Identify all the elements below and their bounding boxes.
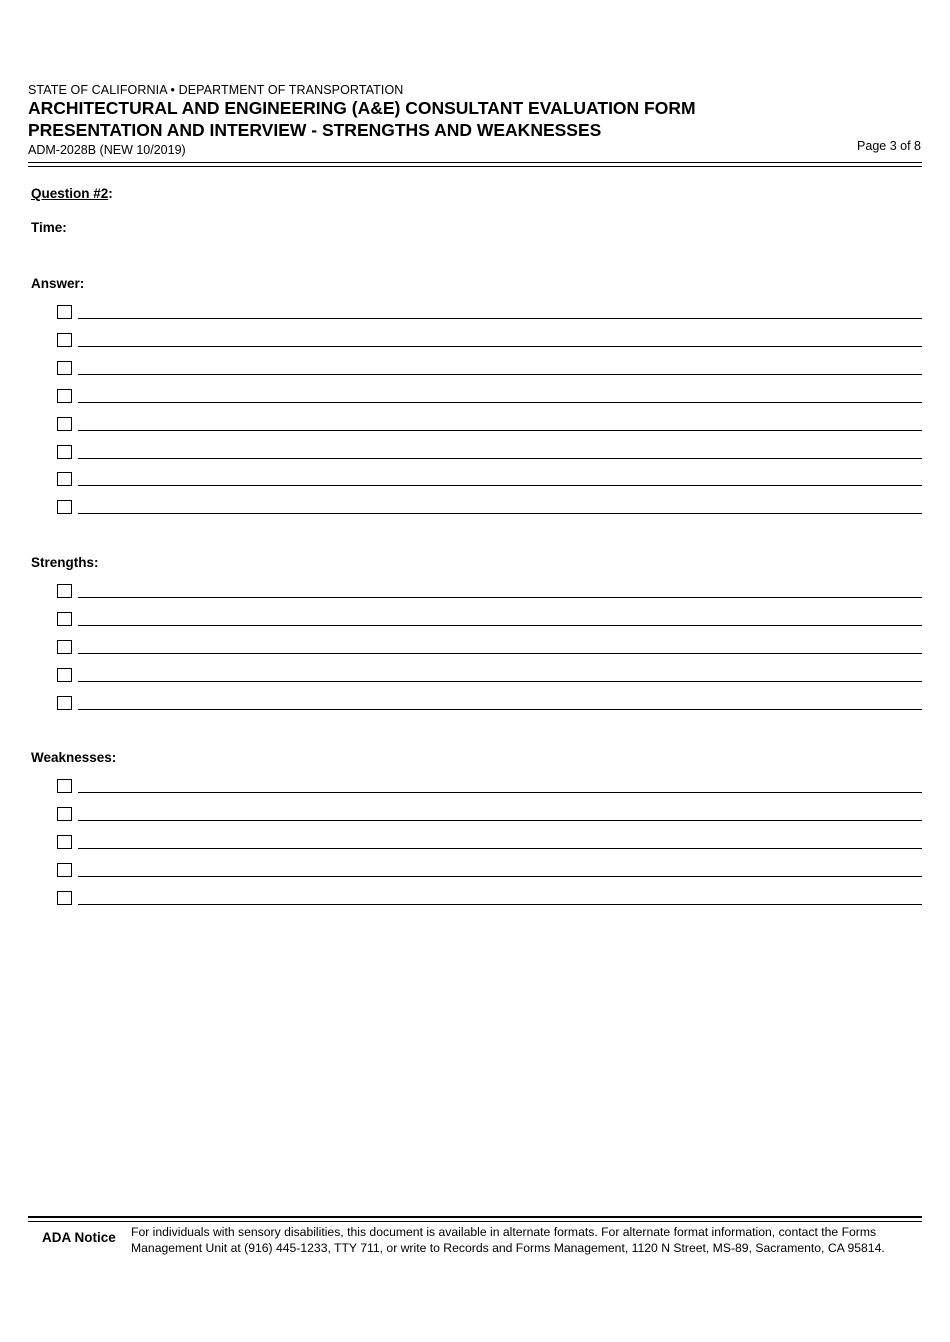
answer-row <box>57 472 922 490</box>
strengths-entry-line[interactable] <box>78 709 922 710</box>
agency-heading: STATE OF CALIFORNIA • DEPARTMENT OF TRANSPORTATION <box>28 83 404 97</box>
weaknesses-row <box>57 863 922 881</box>
answer-entry-line[interactable] <box>78 346 922 347</box>
answer-entry-line[interactable] <box>78 485 922 486</box>
weaknesses-checkbox[interactable] <box>57 779 72 793</box>
answer-entry-line[interactable] <box>78 318 922 319</box>
weaknesses-label: Weaknesses: <box>31 750 117 765</box>
answer-checkbox[interactable] <box>57 445 72 459</box>
weaknesses-row <box>57 835 922 853</box>
weaknesses-checkbox[interactable] <box>57 863 72 877</box>
answer-entry-line[interactable] <box>78 513 922 514</box>
answer-checkbox[interactable] <box>57 333 72 347</box>
strengths-row <box>57 640 922 658</box>
form-subtitle: PRESENTATION AND INTERVIEW - STRENGTHS AND WEAKNESSES <box>28 120 602 140</box>
strengths-row <box>57 668 922 686</box>
answer-entry-line[interactable] <box>78 374 922 375</box>
weaknesses-entry-line[interactable] <box>78 820 922 821</box>
question-colon: : <box>108 186 113 201</box>
weaknesses-entry-line[interactable] <box>78 904 922 905</box>
answer-row <box>57 417 922 435</box>
weaknesses-entry-line[interactable] <box>78 792 922 793</box>
answer-row <box>57 445 922 463</box>
strengths-checkbox[interactable] <box>57 584 72 598</box>
form-title: ARCHITECTURAL AND ENGINEERING (A&E) CONSULTANT EVALUATION FORM <box>28 98 696 118</box>
footer-divider-bottom <box>28 1221 922 1222</box>
ada-notice-label: ADA Notice <box>42 1230 116 1245</box>
page-number: Page 3 of 8 <box>857 139 921 153</box>
answer-checkbox[interactable] <box>57 417 72 431</box>
weaknesses-checkbox[interactable] <box>57 835 72 849</box>
strengths-row <box>57 696 922 714</box>
strengths-entry-line[interactable] <box>78 597 922 598</box>
strengths-row <box>57 584 922 602</box>
header-divider-bottom <box>28 166 922 167</box>
weaknesses-row <box>57 891 922 909</box>
strengths-checkbox[interactable] <box>57 612 72 626</box>
weaknesses-row <box>57 779 922 797</box>
answer-row <box>57 500 922 518</box>
answer-row <box>57 361 922 379</box>
ada-notice-text <box>131 1225 921 1256</box>
ada-notice-line-1: For individuals with sensory disabilities, this document is available in alternate formats. For alternate format information, contact the Forms <box>131 1225 877 1239</box>
answer-checkbox[interactable] <box>57 389 72 403</box>
strengths-checkbox[interactable] <box>57 696 72 710</box>
strengths-checkbox[interactable] <box>57 640 72 654</box>
answer-entry-line[interactable] <box>78 458 922 459</box>
answer-checkbox[interactable] <box>57 472 72 486</box>
answer-label: Answer: <box>31 276 85 291</box>
footer-divider-top <box>28 1216 922 1218</box>
answer-entry-line[interactable] <box>78 402 922 403</box>
answer-row <box>57 389 922 407</box>
strengths-checkbox[interactable] <box>57 668 72 682</box>
strengths-entry-line[interactable] <box>78 681 922 682</box>
question-label <box>31 186 113 201</box>
time-label: Time: <box>31 220 67 235</box>
answer-entry-line[interactable] <box>78 430 922 431</box>
weaknesses-checkbox[interactable] <box>57 891 72 905</box>
answer-row <box>57 333 922 351</box>
weaknesses-entry-line[interactable] <box>78 848 922 849</box>
weaknesses-checkbox[interactable] <box>57 807 72 821</box>
strengths-entry-line[interactable] <box>78 625 922 626</box>
answer-checkbox[interactable] <box>57 500 72 514</box>
strengths-entry-line[interactable] <box>78 653 922 654</box>
question-number: Question #2 <box>31 186 109 201</box>
answer-row <box>57 305 922 323</box>
weaknesses-entry-line[interactable] <box>78 876 922 877</box>
strengths-row <box>57 612 922 630</box>
answer-checkbox[interactable] <box>57 361 72 375</box>
form-number: ADM-2028B (NEW 10/2019) <box>28 143 186 157</box>
weaknesses-row <box>57 807 922 825</box>
ada-notice-line-2: Management Unit at (916) 445-1233, TTY 711, or write to Records and Forms Management, 1120 N Street, MS-89, Sacramento, CA 95814. <box>131 1240 885 1255</box>
header-divider-top <box>28 162 922 163</box>
answer-checkbox[interactable] <box>57 305 72 319</box>
strengths-label: Strengths: <box>31 555 99 570</box>
